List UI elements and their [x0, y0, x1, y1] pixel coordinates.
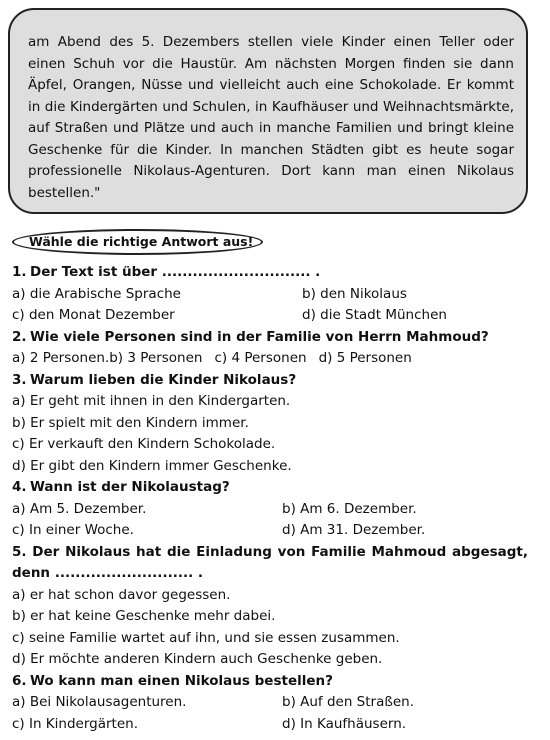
answer-option: a) Am 5. Dezember.: [12, 500, 147, 517]
question-text: Der Text ist über ............................. .: [30, 264, 321, 280]
answer-option: b) 3 Personen: [109, 350, 203, 366]
reading-text: am Abend des 5. Dezembers stellen viele Kinder einen Teller oder einen Schuh vor die Haustür. Am nächsten Morgen finden sie dann Äpfel, Orangen, Nüsse und vielleicht auch eine Schokolade. Er kommt in die Kindergärten und Schulen, in Kaufhäuser und Weihnachtsmärkte, auf Straßen und Plätze und auch in manche Familien und bringt kleine Geschenke für die Kinder. In manchen Städten gibt es heute sogar professionelle Nikolaus-Agenturen. Dort kann man einen Nikolaus bestellen.": [28, 34, 514, 201]
answer-option: b) er hat keine Geschenke mehr dabei.: [12, 608, 276, 624]
question-text: Wie viele Personen sind in der Familie von Herrn Mahmoud?: [30, 328, 489, 345]
answer-option: d) In Kaufhäusern.: [282, 715, 407, 732]
answer-option: b) den Nikolaus: [302, 285, 407, 302]
answer-option: d) Am 31. Dezember.: [282, 522, 426, 538]
answer-option: c) seine Familie wartet auf ihn, und sie essen zusammen.: [12, 629, 400, 646]
question-text: Der Nikolaus hat die Einladung von Familie Mahmoud abgesagt, denn ........................... .: [12, 543, 528, 581]
question-4: [12, 477, 528, 499]
answer-option: a) er hat schon davor gegessen.: [12, 586, 231, 603]
answer-option: a) die Arabische Sprache: [12, 285, 181, 302]
answer-option: a) Bei Nikolausagenturen.: [12, 694, 187, 710]
options-row: [12, 499, 528, 521]
question-1: [12, 262, 528, 284]
options-row: [12, 692, 528, 714]
question-number: 5.: [12, 543, 27, 560]
question-number: 6.: [12, 672, 27, 689]
question-number: 1.: [12, 264, 27, 280]
question-number: 3.: [12, 371, 27, 388]
answer-option: a) 2 Personen.: [12, 350, 110, 366]
answer-option: c) In einer Woche.: [12, 522, 134, 538]
answer-option: b) Am 6. Dezember.: [282, 500, 417, 517]
answer-option: d) Er gibt den Kindern immer Geschenke.: [12, 457, 292, 474]
answer-option: c) den Monat Dezember: [12, 307, 175, 323]
question-5: [12, 542, 528, 585]
question-2: [12, 327, 528, 349]
answer-option: b) Auf den Straßen.: [282, 694, 415, 710]
answer-option: d) Er möchte anderen Kindern auch Geschenke geben.: [12, 651, 383, 667]
quiz: [12, 262, 528, 735]
question-number: 2.: [12, 328, 27, 345]
options-row: [12, 284, 528, 306]
answer-option: b) Er spielt mit den Kindern immer.: [12, 414, 249, 431]
question-6: [12, 671, 528, 693]
answer-option: a) Er geht mit ihnen in den Kindergarten.: [12, 393, 291, 409]
question-number: 4.: [12, 479, 27, 495]
answer-option: d) die Stadt München: [302, 307, 447, 323]
options-row: [12, 348, 528, 370]
question-text: Wann ist der Nikolaustag?: [30, 479, 230, 495]
question-3: [12, 370, 528, 392]
answer-option: d) 5 Personen: [318, 350, 412, 366]
answer-option: c) Er verkauft den Kindern Schokolade.: [12, 436, 276, 452]
instruction-label: Wähle die richtige Antwort aus!: [12, 229, 263, 255]
reading-text-box: [8, 8, 528, 214]
answer-option: c) In Kindergärten.: [12, 715, 138, 732]
options-row: [12, 714, 528, 736]
question-text: Warum lieben die Kinder Nikolaus?: [30, 371, 297, 388]
answer-option: c) 4 Personen: [214, 350, 307, 366]
question-text: Wo kann man einen Nikolaus bestellen?: [30, 672, 333, 689]
options-row: [12, 520, 528, 542]
options-row: [12, 305, 528, 327]
